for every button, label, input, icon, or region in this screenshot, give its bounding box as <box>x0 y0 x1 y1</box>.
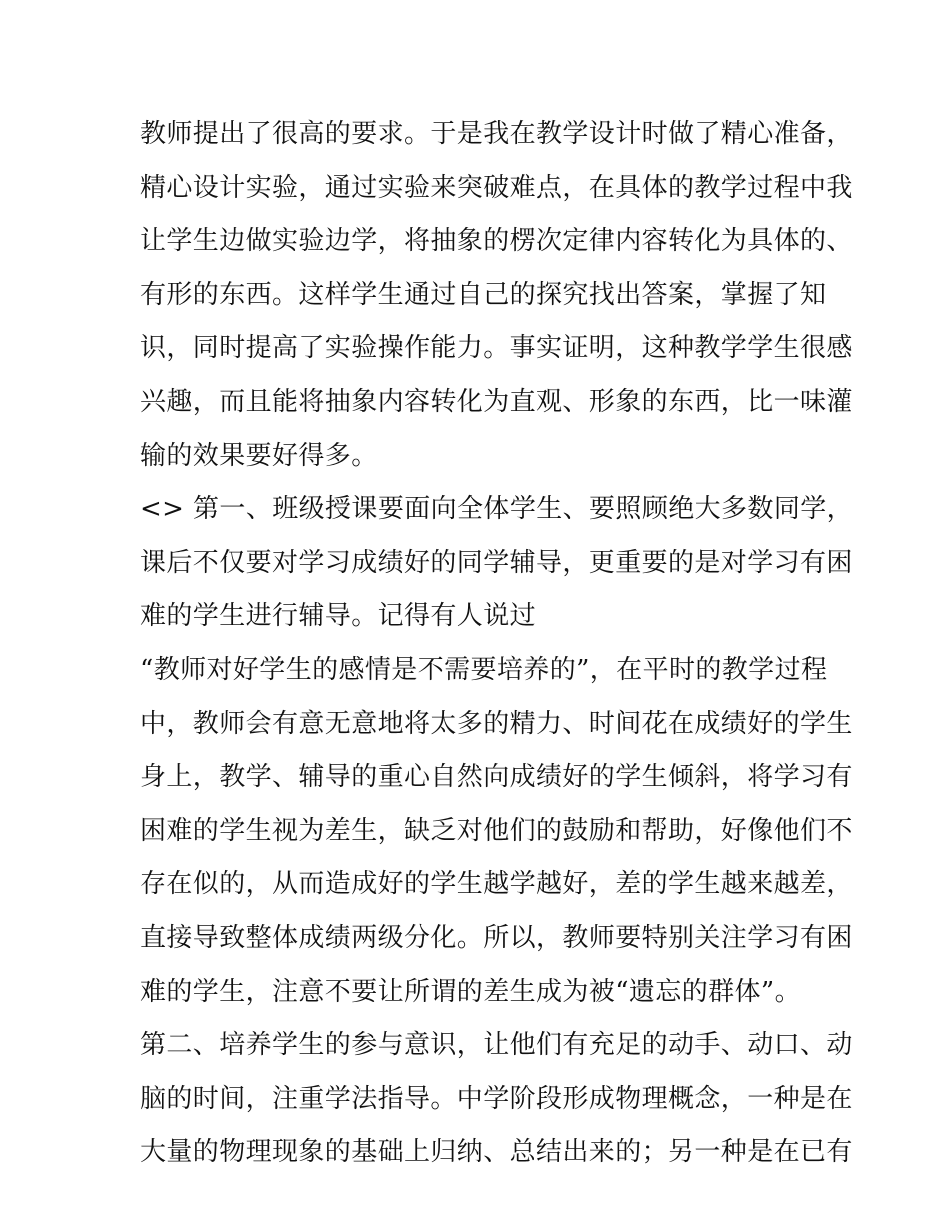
text-line: 课后不仅要对学习成绩好的同学辅导，更重要的是对学习有困 <box>140 547 853 578</box>
text-line: 教师提出了很高的要求。于是我在教学设计时做了精心准备， <box>140 119 853 149</box>
text-line: 第二、培养学生的参与意识，让他们有充足的动手、动口、动 <box>140 1030 853 1061</box>
text-line: 让学生边做实验边学，将抽象的楞次定律内容转化为具体的、 <box>140 226 853 257</box>
text-line: 脑的时间，注重学法指导。中学阶段形成物理概念，一种是在 <box>140 1083 853 1114</box>
text-line: 直接导致整体成绩两级分化。所以，教师要特别关注学习有困 <box>140 922 853 953</box>
text-line: 困难的学生视为差生，缺乏对他们的鼓励和帮助，好像他们不 <box>140 815 853 846</box>
text-line: 精心设计实验，通过实验来突破难点，在具体的教学过程中我 <box>140 172 853 203</box>
text-line: 大量的物理现象的基础上归纳、总结出来的；另一种是在已有 <box>140 1137 853 1168</box>
text-line: 识，同时提高了实验操作能力。事实证明，这种教学学生很感 <box>140 333 853 364</box>
text-line: 输的效果要好得多。 <box>140 440 378 471</box>
text-line: 存在似的，从而造成好的学生越学越好，差的学生越来越差， <box>140 869 853 900</box>
body-text <box>140 108 854 1180</box>
text-line: <> 第一、班级授课要面向全体学生、要照顾绝大多数同学， <box>140 494 854 525</box>
text-line: 身上，教学、辅导的重心自然向成绩好的学生倾斜，将学习有 <box>140 762 853 793</box>
text-line: 难的学生进行辅导。记得有人说过 <box>140 601 537 632</box>
text-line: 兴趣，而且能将抽象内容转化为直观、形象的东西，比一味灌 <box>140 386 853 417</box>
text-line: 难的学生，注意不要让所谓的差生成为被“遗忘的群体”。 <box>140 976 801 1007</box>
text-line: “教师对好学生的感情是不需要培养的”，在平时的教学过程 <box>140 654 828 685</box>
text-line: 中，教师会有意无意地将太多的精力、时间花在成绩好的学生 <box>140 708 853 739</box>
text-line: 有形的东西。这样学生通过自己的探究找出答案，掌握了知 <box>140 279 827 310</box>
